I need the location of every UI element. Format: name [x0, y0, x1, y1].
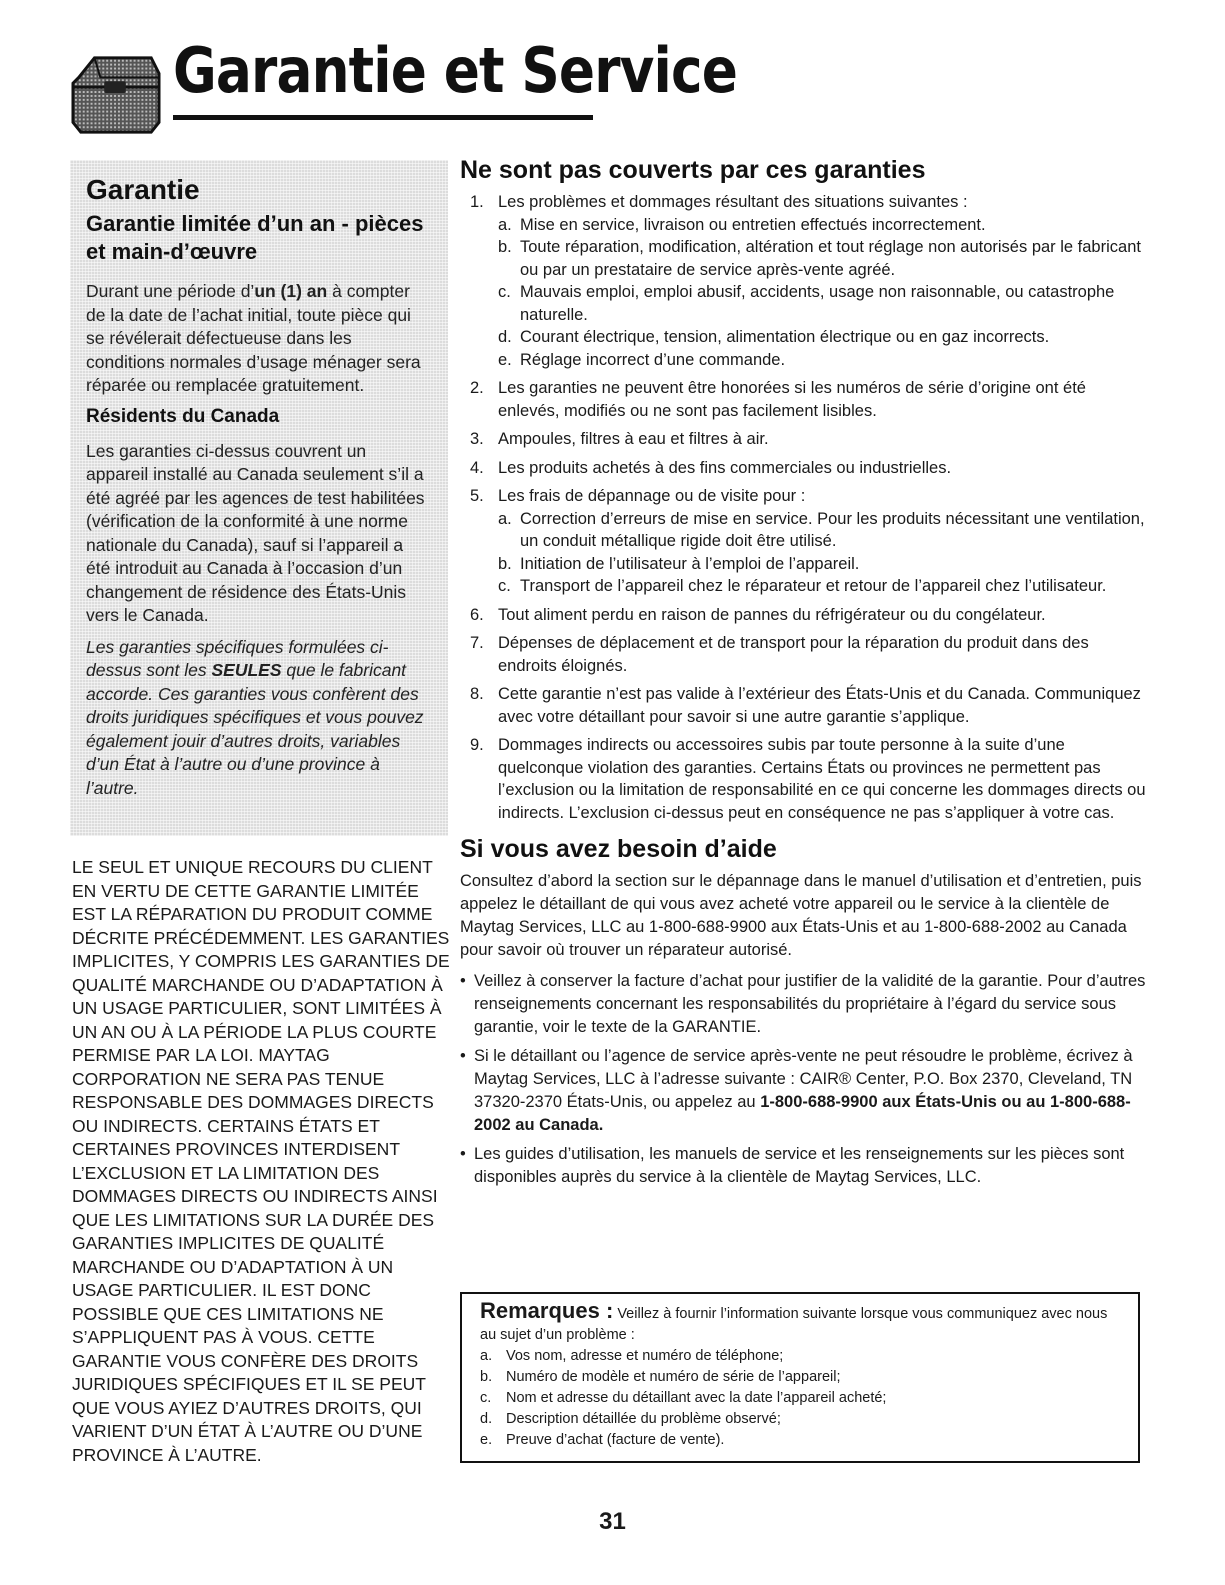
- list-item: c. Nom et adresse du détaillant avec la date l’appareil acheté;: [480, 1390, 887, 1406]
- list-item: 5. Les frais de dépannage ou de visite pour : a. Correction d’erreurs de mise en service. Pour les produits nécessitant une ventilation, un conduit métallique rigide doit être utilisé. b. Initiation de l’utilisateur à l’emploi de l’appareil. c. Transport de l’appareil chez le réparateur et retour de l’appareil chez l’utilisateur.: [460, 485, 1150, 598]
- help-title: Si vous avez besoin d’aide: [460, 835, 777, 863]
- canada-text: Les garanties ci-dessus couvrent un appareil installé au Canada seulement s’il a été agréé par les agences de test habilitées (vérification de la conformité à une norme nationale du Canada), sauf si l’appareil a été introduit au Canada à l’occasion d’un changement de résidence des États-Unis vers le Canada.: [86, 440, 425, 625]
- remarks-title: Remarques :: [480, 1298, 614, 1323]
- sub-list-item: b. Initiation de l’utilisateur à l’emploi de l’appareil.: [498, 554, 860, 573]
- list-item: 9. Dommages indirects ou accessoires subis par toute personne à la suite d’une quelconque violation des garanties. Certains États ou provinces ne permettent pas l’exclusion ou la limitation de responsabilité en ce qui concerne les dommages directs ou indirects. L’exclusion ci-dessus peut en conséquence ne pas s’appliquer à votre cas.: [470, 736, 1146, 822]
- sub-list-item: c. Mauvais emploi, emploi abusif, accidents, usage non raisonnable, ou catastrophe naturelle.: [498, 283, 1115, 324]
- list-item: • Veillez à conserver la facture d’achat pour justifier de la validité de la garantie. Pour d’autres renseignements concernant les responsabilités du propriétaire à l’égard du service sous garantie, voir le texte de la GARANTIE.: [460, 972, 1146, 1036]
- list-item: 1. Les problèmes et dommages résultant des situations suivantes : a. Mise en service, livraison ou entretien effectués incorrectement. b. Toute réparation, modification, altération et tout réglage non autorisés par le fabricant ou par un prestataire de service après-vente agréé. c. Mauvais emploi, emploi abusif, accidents, usage non raisonnable, ou catastrophe naturelle. d. Courant électrique, tension, alimentation électrique ou en gaz incorrects. e. Réglage incorrect d’une commande.: [460, 191, 1150, 371]
- help-bullets: [460, 970, 1150, 1189]
- list-item: 8. Cette garantie n’est pas valide à l’extérieur des États-Unis et du Canada. Communiquez avec votre détaillant pour savoir si une autre garantie s’applique.: [470, 685, 1141, 726]
- page-title: Garantie et Service: [173, 34, 738, 107]
- remarks-box: [460, 1292, 1140, 1463]
- right-column: [460, 155, 1150, 1195]
- help-intro: Consultez d’abord la section sur le dépannage dans le manuel d’utilisation et d’entretien, puis appelez le détaillant de qui vous avez acheté votre appareil ou le service à la clientèle de Maytag Services, LLC au 1-800-688-9900 aux États-Unis et au 1-800-688-2002 au Canada pour savoir où trouver un réparateur autorisé.: [460, 872, 1142, 959]
- warranty-subtitle: Garantie limitée d’un an - pièces et main-d’œuvre: [86, 211, 424, 264]
- sub-list-item: b. Toute réparation, modification, altération et tout réglage non autorisés par le fabricant ou par un prestataire de service après-vente agréé.: [498, 238, 1141, 279]
- list-item: d. Description détaillée du problème observé;: [480, 1411, 781, 1427]
- sub-list-item: a. Correction d’erreurs de mise en service. Pour les produits nécessitant une ventilation, un conduit métallique rigide doit être utilisé.: [498, 509, 1145, 550]
- warranty-period-text: Durant une période d’un (1) an à compter de la date de l’achat initial, toute pièce qui se révélerait défectueuse dans les conditions normales d’usage ménager sera réparée ou remplacée gratuitement.: [86, 281, 421, 395]
- sub-list-item: d. Courant électrique, tension, alimentation électrique ou en gaz incorrects.: [498, 328, 1050, 346]
- list-item: b. Numéro de modèle et numéro de série de l’appareil;: [480, 1369, 841, 1385]
- list-item: a. Vos nom, adresse et numéro de téléphone;: [480, 1348, 784, 1364]
- list-item: 4. Les produits achetés à des fins commerciales ou industrielles.: [470, 458, 952, 477]
- list-item: e. Preuve d’achat (facture de vente).: [480, 1432, 725, 1448]
- not-covered-title: Ne sont pas couverts par ces garanties: [460, 156, 926, 184]
- remarks-list: [480, 1346, 1120, 1451]
- list-item: 6. Tout aliment perdu en raison de pannes du réfrigérateur ou du congélateur.: [470, 605, 1046, 624]
- list-item: 3. Ampoules, filtres à eau et filtres à air.: [470, 430, 769, 448]
- page-header: [55, 34, 738, 128]
- list-item: • Les guides d’utilisation, les manuels de service et les renseignements sur les pièces sont disponibles auprès du service à la clientèle de Maytag Services, LLC.: [460, 1145, 1125, 1186]
- title-underline: [173, 115, 593, 120]
- sub-list-item: a. Mise en service, livraison ou entretien effectués incorrectement.: [498, 215, 986, 234]
- specific-rights-text: Les garanties spécifiques formulées ci-dessus sont les SEULES que le fabricant accorde. Ces garanties vous confèrent des droits juridiques spécifiques et vous pouvez également jouir d’autres droits, variables d’un État à l’autre ou d’une province à l’autre.: [86, 636, 424, 798]
- list-item: 7. Dépenses de déplacement et de transport pour la réparation du produit dans des endroits éloignés.: [470, 634, 1089, 675]
- limitation-disclaimer: LE SEUL ET UNIQUE RECOURS DU CLIENT EN VERTU DE CETTE GARANTIE LIMITÉE EST LA RÉPARATION DU PRODUIT COMME DÉCRITE PRÉCÉDEMMENT. LES GARANTIES IMPLICITES, Y COMPRIS LES GARANTIES DE QUALITÉ MARCHANDE OU D’ADAPTATION À UN USAGE PARTICULIER, SONT LIMITÉES À UN AN OU À LA PÉRIODE LA PLUS COURTE PERMISE PAR LA LOI. MAYTAG CORPORATION NE SERA PAS TENUE RESPONSABLE DES DOMMAGES DIRECTS OU INDIRECTS. CERTAINS ÉTATS ET CERTAINES PROVINCES INTERDISENT L’EXCLUSION ET LA LIMITATION DES DOMMAGES DIRECTS OU INDIRECTS AINSI QUE LES LIMITATIONS SUR LA DURÉE DES GARANTIES IMPLICITES DE QUALITÉ MARCHANDE OU D’ADAPTATION À UN USAGE PARTICULIER. IL EST DONC POSSIBLE QUE CES LIMITATIONS NE S’APPLIQUENT PAS À VOUS. CETTE GARANTIE VOUS CONFÈRE DES DROITS JURIDIQUES SPÉCIFIQUES ET IL SE PEUT QUE VOUS AYIEZ D’AUTRES DROITS, QUI VARIENT D’UN ÉTAT À L’AUTRE OU D’UNE PROVINCE À L’AUTRE.: [72, 857, 450, 1465]
- toolbox-icon: [67, 48, 165, 138]
- warranty-title: Garantie: [86, 174, 200, 205]
- page-number: 31: [599, 1508, 626, 1535]
- warranty-box: [70, 160, 448, 836]
- sub-list-item: e. Réglage incorrect d’une commande.: [498, 350, 786, 369]
- sub-list-item: c. Transport de l’appareil chez le réparateur et retour de l’appareil chez l’utilisateur.: [498, 577, 1107, 595]
- canada-heading: Résidents du Canada: [86, 405, 280, 427]
- remarks-lead: Veillez à fournir l’information suivante lorsque vous communiquez avec nous au sujet d’un problème :: [480, 1306, 1108, 1343]
- list-item: • Si le détaillant ou l’agence de service après-vente ne peut résoudre le problème, écrivez à Maytag Services, LLC à l’adresse suivante : CAIR® Center, P.O. Box 2370, Cleveland, TN 37320-2370 États-Unis, ou appelez au 1-800-688-9900 aux États-Unis ou au 1-800-688-2002 au Canada.: [460, 1047, 1133, 1134]
- not-covered-list: [460, 191, 1150, 824]
- list-item: 2. Les garanties ne peuvent être honorées si les numéros de série d’origine ont été enlevés, modifiés ou ne sont pas facilement lisibles.: [470, 379, 1086, 420]
